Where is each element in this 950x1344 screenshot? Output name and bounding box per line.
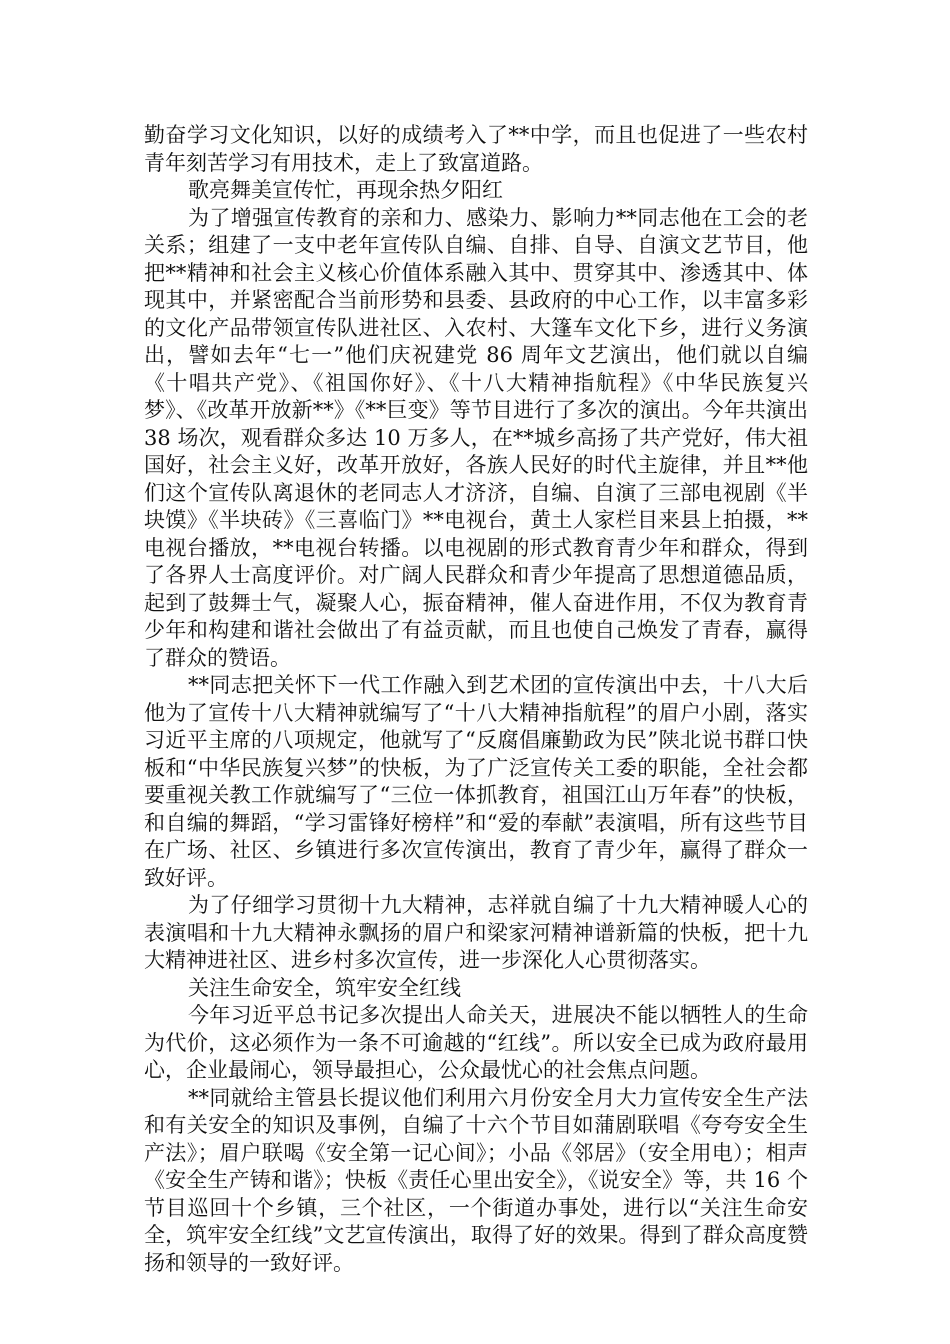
paragraph-propaganda-team: 为了增强宣传教育的亲和力、感染力、影响力**同志他在工会的老关系；组建了一支中老年宣传队自编、自排、自导、自演文艺节目，他把**精神和社会主义核心价值体系融入其中、贯穿其中、渗透其中、体现其中，并紧密配合当前形势和县委、县政府的中心工作，以丰富多彩的文化产品带领宣传队进社区、入农村、大篷车文化下乡，进行义务演出，譬如去年“七一”他们庆祝建党 86 周年文艺演出，他们就以自编《十唱共产党》、《祖国你好》、《十八大精神指航程》《中华民族复兴梦》、《改革开放新**》《**巨变》等节目进行了多次的演出。今年共演出 38 场次，观看群众多达 10 万多人，在**城乡高扬了共产党好，伟大祖国好，社会主义好，改革开放好，各族人民好的时代主旋律，并且**他们这个宣传队离退休的老同志人才济济，自编、自演了三部电视剧《半块馍》《半块砖》《三喜临门》**电视台，黄土人家栏目来县上拍摄，**电视台播放，**电视台转播。以电视剧的形式教育青少年和群众，得到了各界人士高度评价。对广阔人民群众和青少年提高了思想道德品质，起到了鼓舞士气，凝聚人心，振奋精神，催人奋进作用，不仅为教育青少年和构建和谐社会做出了有益贡献，而且也使自己焕发了青春，赢得了群众的赞语。 bbox=[144, 205, 808, 670]
section-heading-propaganda: 歌亮舞美宣传忙，再现余热夕阳红 bbox=[188, 178, 503, 202]
document-body bbox=[144, 122, 808, 1277]
paragraph-safety-redline: 今年习近平总书记多次提出人命关天，进展决不能以牺牲人的生命为代价，这必须作为一条不可逾越的“红线”。所以安全已成为政府最用心，企业最闹心，领导最担心，公众最忧心的社会焦点问题。 bbox=[144, 1003, 808, 1082]
section-heading-safety: 关注生命安全，筑牢安全红线 bbox=[188, 975, 461, 1000]
paragraph-safety-month: **同就给主管县长提议他们利用六月份安全月大力宣传安全生产法和有关安全的知识及事例，自编了十六个节目如蒲剧联唱《夸夸安全生产法》；眉户联喝《安全第一记心间》；小品《邻居》（安全用电）；相声《安全生产铸和谐》；快板《责任心里出安全》，《说安全》等，共 16 个节目巡回十个乡镇，三个社区，一个街道办事处，进行以“关注生命安全，筑牢安全红线”文艺宣传演出，取得了好的效果。得到了群众高度赞扬和领导的一致好评。 bbox=[144, 1085, 808, 1275]
paragraph-intro-continuation: 勤奋学习文化知识，以好的成绩考入了**中学，而且也促进了一些农村青年刻苦学习有用技术，走上了致富道路。 bbox=[144, 123, 808, 175]
paragraph-next-generation: **同志把关怀下一代工作融入到艺术团的宣传演出中去，十八大后他为了宣传十八大精神就编写了“十八大精神指航程”的眉户小剧，落实习近平主席的八项规定，他就写了“反腐倡廉勤政为民”陕北说书群口快板和“中华民族复兴梦”的快板，为了广泛宣传关工委的职能，全社会都要重视关教工作就编写了“三位一体抓教育，祖国江山万年春”的快板，和自编的舞蹈，“学习雷锋好榜样”和“爱的奉献”表演唱，所有这些节目在广场、社区、乡镇进行多次宣传演出，教育了青少年，赢得了群众一致好评。 bbox=[144, 673, 808, 890]
paragraph-nineteenth-congress: 为了仔细学习贯彻十九大精神，志祥就自编了十九大精神暖人心的表演唱和十九大精神永飘扬的眉户和梁家河精神谱新篇的快板，把十九大精神进社区、进乡村多次宣传，进一步深化人心贯彻落实。 bbox=[144, 893, 808, 972]
